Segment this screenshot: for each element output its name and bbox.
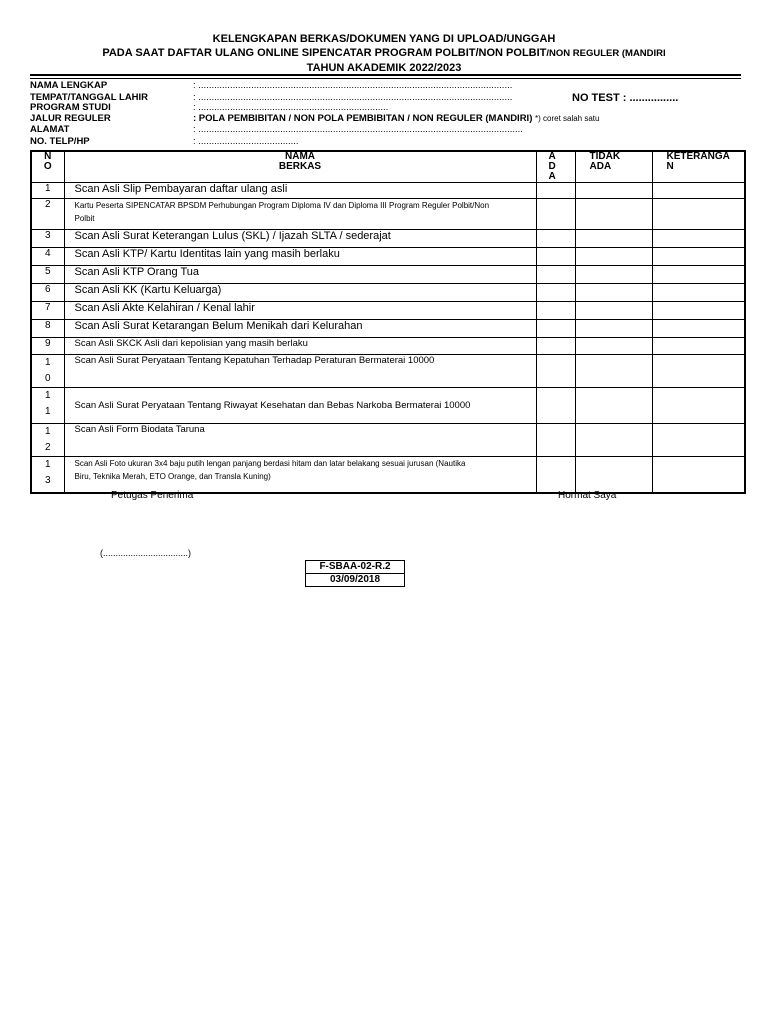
row-ada-cell[interactable] (536, 284, 575, 302)
document-title-line3: TAHUN AKADEMIK 2022/2023 (306, 62, 462, 74)
row-no: 6 (31, 284, 64, 302)
row-no: 12 (31, 424, 64, 457)
table-row (31, 388, 745, 424)
row-tidak-ada-cell[interactable] (575, 355, 652, 388)
table-row (31, 302, 745, 320)
header-rule-thin (30, 78, 741, 79)
row-ada-cell[interactable] (536, 457, 575, 493)
field-value-nama[interactable]: : ....................................................................................................................... (193, 80, 513, 91)
row-no: 4 (31, 248, 64, 266)
table-row (31, 183, 745, 199)
row-keterangan-cell[interactable] (652, 183, 745, 199)
header-ada: AD A (536, 151, 575, 183)
row-ada-cell[interactable] (536, 266, 575, 284)
row-nama-berkas: Scan Asli KK (Kartu Keluarga) (64, 284, 536, 302)
table-row (31, 266, 745, 284)
document-title-line2 (0, 47, 768, 60)
table-row (31, 355, 745, 388)
hormat-saya-label: Hormat Saya (558, 490, 617, 501)
table-row (31, 199, 745, 230)
field-value-prodi[interactable]: : ........................................................................ (193, 102, 389, 113)
row-nama-berkas: Scan Asli Slip Pembayaran daftar ulang asli (64, 183, 536, 199)
row-nama-berkas: Scan Asli Foto ukuran 3x4 baju putih lengan panjang berdasi hitam dan latar belakang sesuai jurusan (Nautika Biru, Teknika Merah, ETO Orange, dan Transla Kuning) (64, 457, 536, 493)
row-no: 13 (31, 457, 64, 493)
header-rule-thick (30, 74, 741, 76)
row-keterangan-cell[interactable] (652, 338, 745, 355)
row-keterangan-cell[interactable] (652, 248, 745, 266)
row-ada-cell[interactable] (536, 183, 575, 199)
petugas-penerima-label: Petugas Penerima (111, 490, 194, 501)
row-tidak-ada-cell[interactable] (575, 424, 652, 457)
row-keterangan-cell[interactable] (652, 302, 745, 320)
field-label-nama: NAMA LENGKAP (30, 80, 108, 91)
row-ada-cell[interactable] (536, 230, 575, 248)
row-nama-berkas: Scan Asli Surat Keterangan Lulus (SKL) / Ijazah SLTA / sederajat (64, 230, 536, 248)
row-no: 2 (31, 199, 64, 230)
field-value-ttl[interactable]: : ....................................................................................................................... (193, 92, 513, 103)
field-label-telp: NO. TELP/HP (30, 136, 90, 147)
row-no: 7 (31, 302, 64, 320)
row-nama-berkas: Scan Asli KTP/ Kartu Identitas lain yang masih berlaku (64, 248, 536, 266)
row-ada-cell[interactable] (536, 355, 575, 388)
form-code-box (305, 560, 405, 587)
row-ada-cell[interactable] (536, 424, 575, 457)
table-row (31, 457, 745, 493)
row-nama-berkas: Scan Asli KTP Orang Tua (64, 266, 536, 284)
header-tidak-ada: TIDAK ADA (575, 151, 652, 183)
row-ada-cell[interactable] (536, 320, 575, 338)
row-no: 8 (31, 320, 64, 338)
row-keterangan-cell[interactable] (652, 320, 745, 338)
row-keterangan-cell[interactable] (652, 199, 745, 230)
row-keterangan-cell[interactable] (652, 388, 745, 424)
title-line2-small: /NON REGULER (MANDIRI (546, 48, 666, 59)
jalur-options: : POLA PEMBIBITAN / NON POLA PEMBIBITAN / NON REGULER (MANDIRI) (193, 113, 533, 124)
row-keterangan-cell[interactable] (652, 284, 745, 302)
row-no: 11 (31, 388, 64, 424)
table-row (31, 338, 745, 355)
row-tidak-ada-cell[interactable] (575, 199, 652, 230)
jalur-note: *) coret salah satu (535, 114, 600, 123)
row-tidak-ada-cell[interactable] (575, 183, 652, 199)
field-value-telp[interactable]: : ...................................... (193, 136, 299, 147)
row-tidak-ada-cell[interactable] (575, 248, 652, 266)
row-ada-cell[interactable] (536, 302, 575, 320)
row-keterangan-cell[interactable] (652, 266, 745, 284)
row-ada-cell[interactable] (536, 199, 575, 230)
table-row (31, 248, 745, 266)
table-row (31, 284, 745, 302)
row-nama-berkas: Scan Asli Form Biodata Taruna (64, 424, 536, 457)
row-nama-berkas: Scan Asli Surat Peryataan Tentang Riwayat Kesehatan dan Bebas Narkoba Bermaterai 10000 (64, 388, 536, 424)
row-tidak-ada-cell[interactable] (575, 320, 652, 338)
document-checklist-table (30, 150, 746, 494)
row-keterangan-cell[interactable] (652, 230, 745, 248)
row-tidak-ada-cell[interactable] (575, 338, 652, 355)
field-label-ttl: TEMPAT/TANGGAL LAHIR (30, 92, 149, 103)
table-row (31, 230, 745, 248)
row-nama-berkas: Kartu Peserta SIPENCATAR BPSDM Perhubungan Program Diploma IV dan Diploma III Program Reguler Polbit/Non Polbit (64, 199, 536, 230)
row-nama-berkas: Scan Asli Surat Ketarangan Belum Menikah dari Kelurahan (64, 320, 536, 338)
document-title-line1: KELENGKAPAN BERKAS/DOKUMEN YANG DI UPLOAD/UNGGAH (212, 33, 556, 45)
table-row (31, 320, 745, 338)
row-tidak-ada-cell[interactable] (575, 302, 652, 320)
title-line2-main: PADA SAAT DAFTAR ULANG ONLINE SIPENCATAR PROGRAM POLBIT/NON POLBIT (102, 47, 547, 59)
row-keterangan-cell[interactable] (652, 424, 745, 457)
form-date: 03/09/2018 (306, 574, 405, 587)
row-no: 5 (31, 266, 64, 284)
row-nama-berkas: Scan Asli SKCK Asli dari kepolisian yang masih berlaku (64, 338, 536, 355)
form-code: F-SBAA-02-R.2 (306, 561, 405, 574)
table-row (31, 424, 745, 457)
field-label-alamat: ALAMAT (30, 124, 70, 135)
field-value-alamat[interactable]: : ........................................................................................................................... (193, 124, 523, 135)
row-no: 10 (31, 355, 64, 388)
row-no: 1 (31, 183, 64, 199)
header-no: N O (31, 151, 64, 183)
row-keterangan-cell[interactable] (652, 355, 745, 388)
row-tidak-ada-cell[interactable] (575, 388, 652, 424)
field-value-jalur[interactable] (193, 114, 599, 124)
row-tidak-ada-cell[interactable] (575, 457, 652, 493)
signature-blank[interactable]: (..................................) (100, 548, 192, 558)
row-nama-berkas: Scan Asli Akte Kelahiran / Kenal lahir (64, 302, 536, 320)
row-ada-cell[interactable] (536, 388, 575, 424)
row-tidak-ada-cell[interactable] (575, 266, 652, 284)
field-label-jalur: JALUR REGULER (30, 113, 111, 124)
row-ada-cell[interactable] (536, 338, 575, 355)
row-no: 3 (31, 230, 64, 248)
table-header-row (31, 151, 745, 183)
row-no: 9 (31, 338, 64, 355)
row-ada-cell[interactable] (536, 248, 575, 266)
field-label-prodi: PROGRAM STUDI (30, 102, 111, 113)
no-test-field[interactable]: NO TEST : ................ (572, 92, 679, 104)
header-nama-berkas: NAMA BERKAS (64, 151, 536, 183)
row-nama-berkas: Scan Asli Surat Peryataan Tentang Kepatuhan Terhadap Peraturan Bermaterai 10000 (64, 355, 536, 388)
row-tidak-ada-cell[interactable] (575, 230, 652, 248)
header-keterangan: KETERANGA N (652, 151, 745, 183)
row-tidak-ada-cell[interactable] (575, 284, 652, 302)
row-keterangan-cell[interactable] (652, 457, 745, 493)
